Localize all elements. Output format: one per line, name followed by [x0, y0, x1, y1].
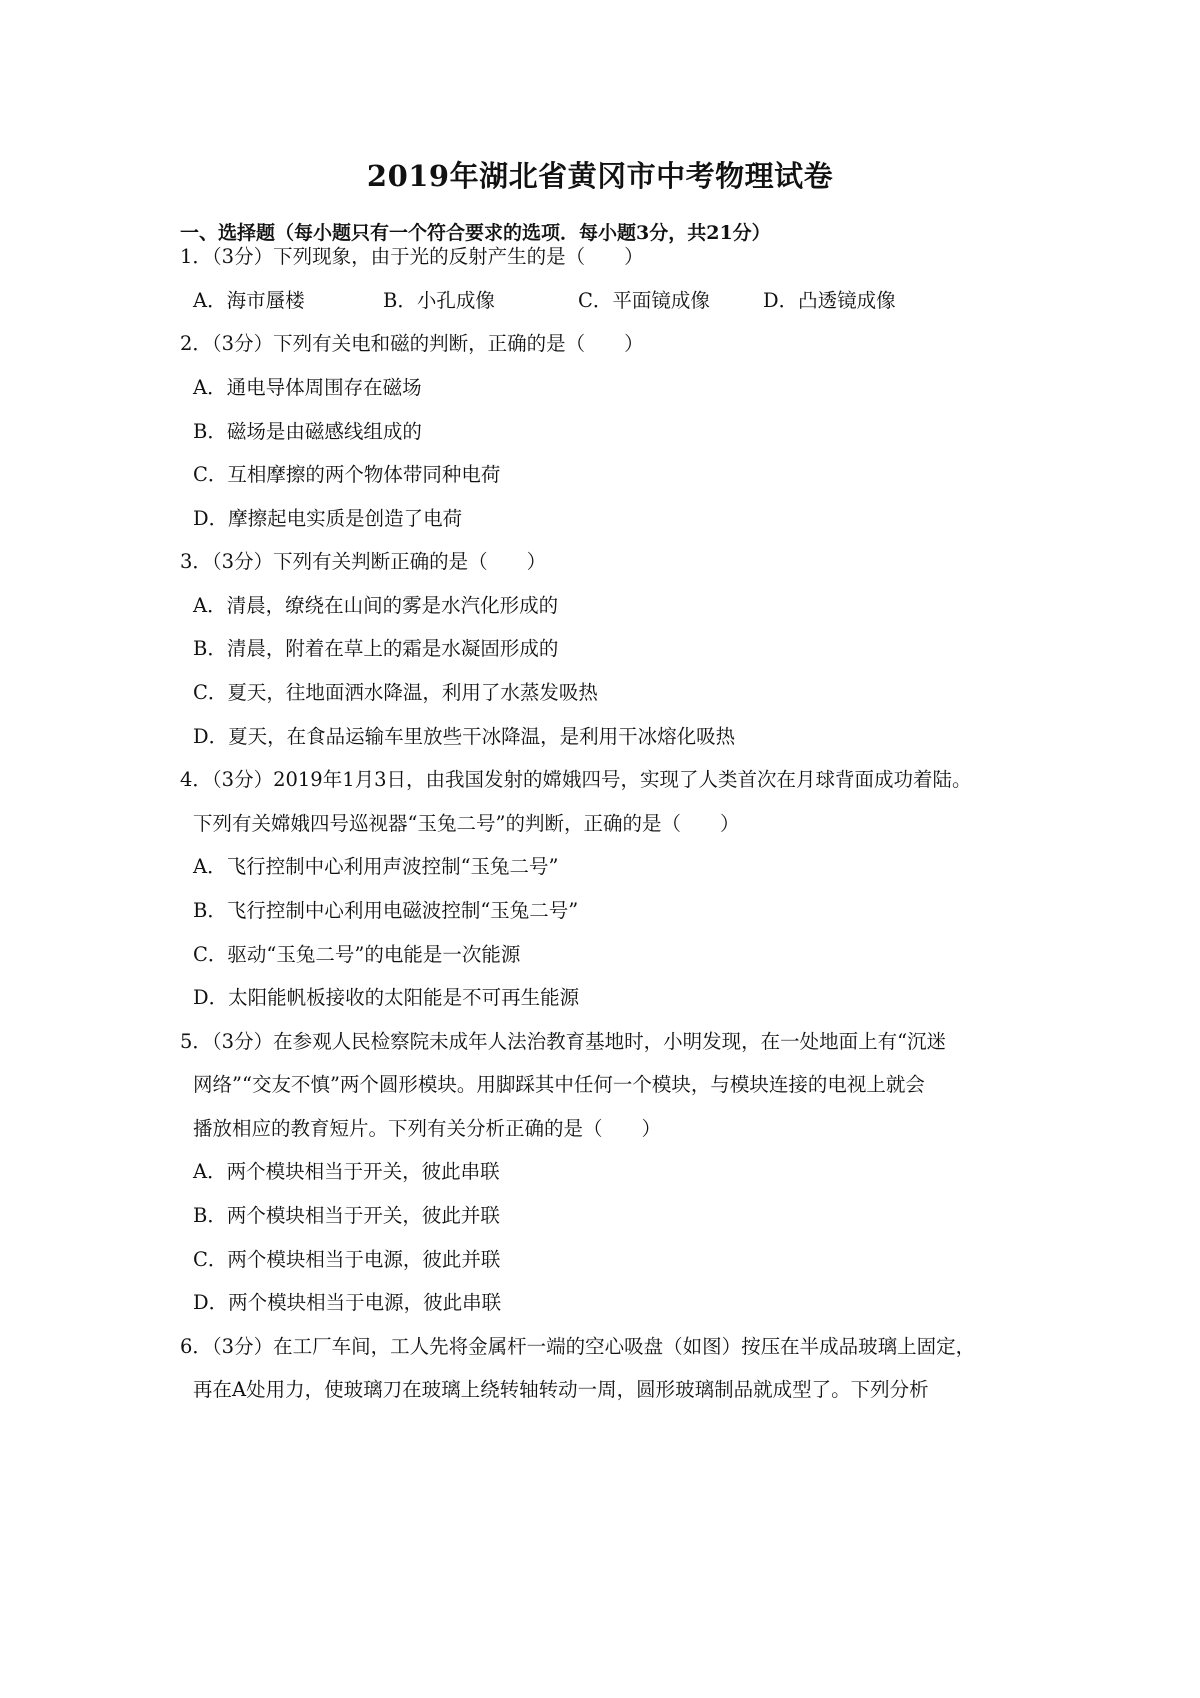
question-4-stem-line-2: 下列有关嫦娥四号巡视器“玉兔二号”的判断，正确的是（ ）	[193, 812, 740, 835]
question-4-option-b: B．飞行控制中心利用电磁波控制“玉兔二号”	[193, 899, 579, 922]
question-2-option-d: D．摩擦起电实质是创造了电荷	[193, 507, 463, 530]
question-5-option-b: B．两个模块相当于开关，彼此并联	[193, 1204, 500, 1227]
question-5-option-a: A．两个模块相当于开关，彼此串联	[193, 1160, 500, 1183]
question-1-stem: 1．（3分）下列现象，由于光的反射产生的是（ ）	[180, 245, 644, 268]
question-4-stem-line-1: 4．（3分）2019年1月3日，由我国发射的嫦娥四号，实现了人类首次在月球背面成功着陆。	[180, 768, 972, 791]
question-5-stem-line-3: 播放相应的教育短片。下列有关分析正确的是（ ）	[193, 1117, 662, 1140]
page-title: 2019年湖北省黄冈市中考物理试卷	[366, 159, 834, 193]
question-1-option-c: C．平面镜成像	[578, 289, 710, 312]
question-1-option-b: B．小孔成像	[383, 289, 495, 312]
question-4-option-a: A．飞行控制中心利用声波控制“玉兔二号”	[193, 855, 559, 878]
question-5-option-c: C．两个模块相当于电源，彼此并联	[193, 1248, 501, 1271]
section-heading: 一、选择题（每小题只有一个符合要求的选项．每小题3分，共21分）	[180, 222, 771, 244]
question-5-stem-line-2: 网络”“交友不慎”两个圆形模块。用脚踩其中任何一个模块，与模块连接的电视上就会	[193, 1073, 925, 1096]
question-3-option-a: A．清晨，缭绕在山间的雾是水汽化形成的	[193, 594, 559, 617]
question-4-option-d: D．太阳能帆板接收的太阳能是不可再生能源	[193, 986, 580, 1009]
question-3-stem: 3．（3分）下列有关判断正确的是（ ）	[180, 550, 547, 573]
question-5-stem-line-1: 5．（3分）在参观人民检察院未成年人法治教育基地时，小明发现，在一处地面上有“沉迷	[180, 1030, 947, 1053]
question-2-option-c: C．互相摩擦的两个物体带同种电荷	[193, 463, 501, 486]
question-2-option-a: A．通电导体周围存在磁场	[193, 376, 422, 399]
question-3-option-d: D．夏天，在食品运输车里放些干冰降温，是利用干冰熔化吸热	[193, 725, 736, 748]
question-6-stem-line-2: 再在A处用力，使玻璃刀在玻璃上绕转轴转动一周，圆形玻璃制品就成型了。下列分析	[193, 1378, 929, 1401]
question-4-option-c: C．驱动“玉兔二号”的电能是一次能源	[193, 943, 521, 966]
question-2-stem: 2．（3分）下列有关电和磁的判断，正确的是（ ）	[180, 332, 644, 355]
question-1-option-d: D．凸透镜成像	[763, 289, 896, 312]
question-3-option-b: B．清晨，附着在草上的霜是水凝固形成的	[193, 637, 559, 660]
question-3-option-c: C．夏天，往地面洒水降温，利用了水蒸发吸热	[193, 681, 598, 704]
question-5-option-d: D．两个模块相当于电源，彼此串联	[193, 1291, 502, 1314]
question-1-option-a: A．海市蜃楼	[193, 289, 305, 312]
question-6-stem-line-1: 6．（3分）在工厂车间，工人先将金属杆一端的空心吸盘（如图）按压在半成品玻璃上固定，	[180, 1335, 976, 1358]
question-2-option-b: B．磁场是由磁感线组成的	[193, 420, 422, 443]
